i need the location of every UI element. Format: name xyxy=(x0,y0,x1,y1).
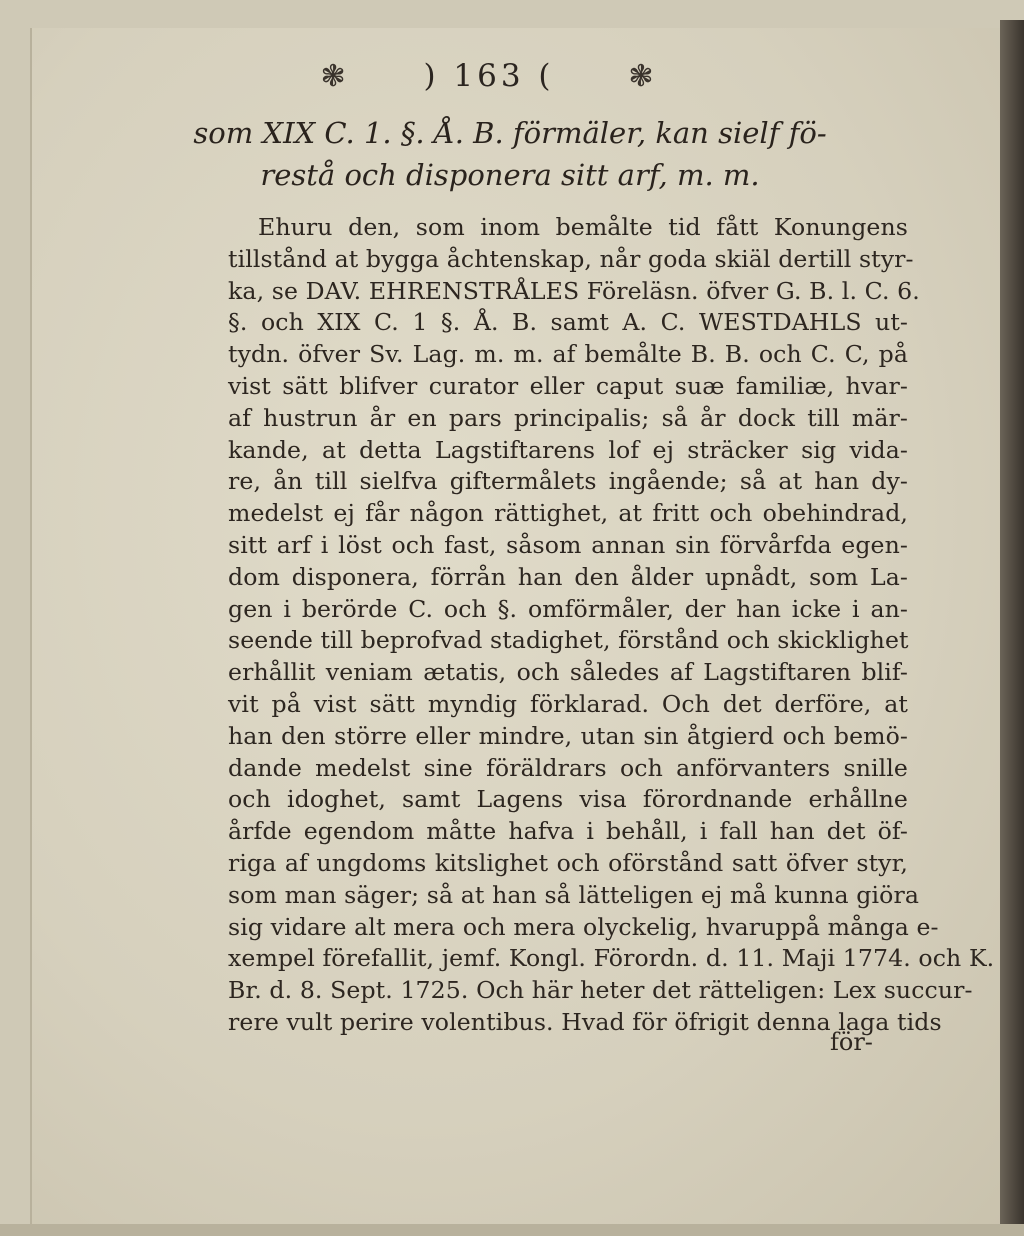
text-line: gen i berörde C. och §. omförmåler, der han icke i an- xyxy=(228,594,908,623)
text-line: §. och XIX C. 1 §. Å. B. samt A. C. WESTDAHLS ut- xyxy=(228,308,908,337)
title-line-1: som XIX C. 1. §. Å. B. förmäler, kan sielf fö- xyxy=(193,116,827,150)
ornament-right-icon: ❃ xyxy=(628,59,658,94)
text-line: Br. d. 8. Sept. 1725. Och här heter det rätteligen: Lex succur- xyxy=(228,976,973,1005)
page-number: ) 163 ( xyxy=(423,58,555,94)
body-text xyxy=(228,212,995,1039)
ornament-left-icon: ❃ xyxy=(320,59,350,94)
text-line: af hustrun år en pars principalis; så år dock till mär- xyxy=(228,403,908,432)
text-line: sig vidare alt mera och mera olyckelig, hvaruppå många e- xyxy=(228,912,939,941)
text-line: dom disponera, förrån han den ålder upnådt, som La- xyxy=(228,562,908,591)
text-line: re, ån till sielfva giftermålets ingående; så at han dy- xyxy=(228,467,908,496)
text-line: Ehuru den, som inom bemålte tid fått Konungens xyxy=(258,213,908,241)
page-header xyxy=(0,58,978,94)
book-spine-edge xyxy=(1000,20,1024,1236)
title-line-2: restå och disponera sitt arf, m. m. xyxy=(260,158,760,192)
text-line: medelst ej får någon rättighet, at fritt och obehindrad, xyxy=(228,499,908,528)
text-line: vit på vist sätt myndig förklarad. Och det derföre, at xyxy=(228,689,908,718)
text-line: som man säger; så at han så lätteligen ej må kunna giöra xyxy=(228,880,919,909)
text-line: dande medelst sine föräldrars och anförvanters snille xyxy=(228,753,908,782)
text-line: xempel förefallit, jemf. Kongl. Förordn. d. 11. Maji 1774. och K. xyxy=(228,944,995,973)
page-bottom-edge xyxy=(0,1224,1024,1236)
text-line: och idoghet, samt Lagens visa förordnande erhållne xyxy=(228,785,908,814)
text-line: årfde egendom måtte hafva i behåll, i fall han det öf- xyxy=(228,817,908,846)
section-title xyxy=(150,112,870,196)
text-line: sitt arf i löst och fast, såsom annan sin förvårfda egen- xyxy=(228,530,908,559)
text-line: riga af ungdoms kitslighet och oförstånd satt öfver styr, xyxy=(228,848,908,877)
text-line: rere vult perire volentibus. Hvad för öfrigit denna laga tids xyxy=(228,1007,942,1036)
text-line: erhållit veniam ætatis, och således af Lagstiftaren blif- xyxy=(228,658,908,687)
text-line: ka, se DAV. EHRENSTRÅLES Föreläsn. öfver G. B. l. C. 6. xyxy=(228,276,920,305)
catchword: för- xyxy=(830,1028,873,1056)
text-line: seende till beprofvad stadighet, förstånd och skicklighet xyxy=(228,626,909,655)
text-line: han den större eller mindre, utan sin åtgierd och bemö- xyxy=(228,721,908,750)
text-line: vist sätt blifver curator eller caput suæ familiæ, hvar- xyxy=(228,371,908,400)
text-line: kande, at detta Lagstiftarens lof ej sträcker sig vida- xyxy=(228,435,908,464)
text-line: tillstånd at bygga åchtenskap, når goda skiäl dertill styr- xyxy=(228,244,914,273)
text-line: tydn. öfver Sv. Lag. m. m. af bemålte B. B. och C. C, på xyxy=(228,340,908,369)
